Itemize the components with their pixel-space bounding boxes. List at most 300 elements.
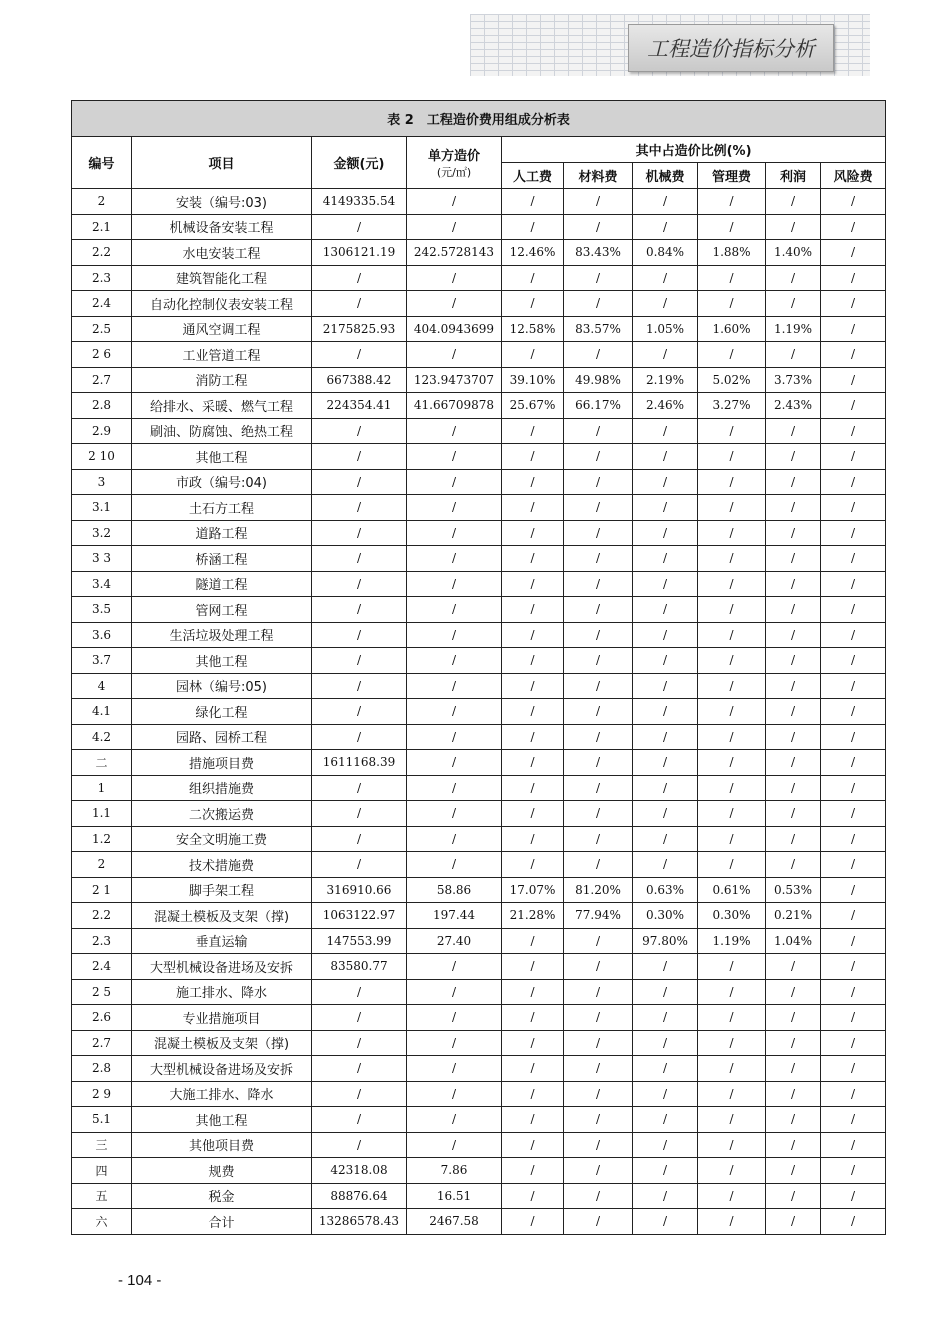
cell-material: 83.57%: [564, 316, 633, 342]
cell-unit-price: 2467.58: [407, 1209, 502, 1235]
cell-unit-price: /: [407, 1056, 502, 1082]
table-row: [72, 495, 886, 521]
header-labor: 人工费: [502, 163, 564, 189]
cell-amount: /: [312, 520, 407, 546]
cell-risk: /: [821, 1183, 886, 1209]
cell-risk: /: [821, 1030, 886, 1056]
cell-profit: /: [766, 673, 821, 699]
cell-profit: /: [766, 342, 821, 368]
cell-amount: /: [312, 724, 407, 750]
cell-risk: /: [821, 979, 886, 1005]
cell-unit-price: /: [407, 724, 502, 750]
cell-risk: /: [821, 673, 886, 699]
cell-unit-price: /: [407, 571, 502, 597]
table-row: [72, 1030, 886, 1056]
cell-profit: /: [766, 750, 821, 776]
cell-profit: /: [766, 1132, 821, 1158]
cell-machinery: /: [633, 673, 698, 699]
cell-risk: /: [821, 1081, 886, 1107]
cell-amount: 4149335.54: [312, 189, 407, 215]
cell-risk: /: [821, 393, 886, 419]
cell-amount: 2175825.93: [312, 316, 407, 342]
cell-item: 混凝土模板及支架（撑): [132, 1030, 312, 1056]
cell-amount: /: [312, 418, 407, 444]
cell-labor: /: [502, 750, 564, 776]
cell-machinery: /: [633, 214, 698, 240]
cell-management: /: [698, 1107, 766, 1133]
cell-risk: /: [821, 1132, 886, 1158]
cell-unit-price: /: [407, 699, 502, 725]
header-unit-price: [407, 137, 502, 189]
table-row: [72, 852, 886, 878]
cell-labor: /: [502, 775, 564, 801]
cell-risk: /: [821, 367, 886, 393]
cell-material: /: [564, 546, 633, 572]
table-row: [72, 367, 886, 393]
cell-code: 2.8: [72, 1056, 132, 1082]
cell-management: /: [698, 648, 766, 674]
cell-amount: /: [312, 1081, 407, 1107]
cell-management: 3.27%: [698, 393, 766, 419]
cell-amount: /: [312, 444, 407, 470]
cell-profit: /: [766, 571, 821, 597]
cell-code: 2: [72, 189, 132, 215]
table-row: [72, 775, 886, 801]
cell-machinery: /: [633, 418, 698, 444]
cell-unit-price: /: [407, 673, 502, 699]
table-row: [72, 214, 886, 240]
cell-management: /: [698, 1183, 766, 1209]
cell-code: 2.1: [72, 214, 132, 240]
cell-item: 安全文明施工费: [132, 826, 312, 852]
cell-amount: /: [312, 571, 407, 597]
cell-management: /: [698, 1209, 766, 1235]
cell-code: 3.6: [72, 622, 132, 648]
cell-labor: /: [502, 673, 564, 699]
cell-code: 2: [72, 852, 132, 878]
table-row: [72, 546, 886, 572]
cell-unit-price: 58.86: [407, 877, 502, 903]
cell-code: 4.1: [72, 699, 132, 725]
cell-management: 1.88%: [698, 240, 766, 266]
cell-management: 5.02%: [698, 367, 766, 393]
cell-labor: /: [502, 622, 564, 648]
header-unit-price-label: 单方造价: [427, 149, 480, 164]
cell-unit-price: /: [407, 750, 502, 776]
cell-material: /: [564, 699, 633, 725]
cell-management: /: [698, 214, 766, 240]
cell-labor: /: [502, 801, 564, 827]
cell-unit-price: /: [407, 546, 502, 572]
cell-labor: 25.67%: [502, 393, 564, 419]
cell-risk: /: [821, 240, 886, 266]
cell-risk: /: [821, 546, 886, 572]
cell-code: 2.6: [72, 1005, 132, 1031]
cell-labor: /: [502, 189, 564, 215]
cell-amount: 1306121.19: [312, 240, 407, 266]
cell-machinery: /: [633, 1081, 698, 1107]
cell-item: 大型机械设备进场及安拆: [132, 1056, 312, 1082]
cell-item: 市政（编号:04): [132, 469, 312, 495]
cell-profit: /: [766, 444, 821, 470]
cell-unit-price: /: [407, 342, 502, 368]
cell-labor: /: [502, 342, 564, 368]
table-row: [72, 291, 886, 317]
cell-material: /: [564, 1158, 633, 1184]
cell-labor: /: [502, 1209, 564, 1235]
cell-code: 3: [72, 469, 132, 495]
cell-unit-price: /: [407, 520, 502, 546]
cell-profit: /: [766, 1209, 821, 1235]
cell-code: 4.2: [72, 724, 132, 750]
cell-item: 施工排水、降水: [132, 979, 312, 1005]
cell-code: 2 6: [72, 342, 132, 368]
cell-material: /: [564, 1209, 633, 1235]
cell-unit-price: /: [407, 775, 502, 801]
cell-machinery: 2.19%: [633, 367, 698, 393]
cell-code: 2.2: [72, 903, 132, 929]
cell-unit-price: /: [407, 1107, 502, 1133]
header-code: 编号: [72, 137, 132, 189]
cell-code: 1.1: [72, 801, 132, 827]
cell-amount: /: [312, 673, 407, 699]
cell-amount: /: [312, 291, 407, 317]
cell-machinery: /: [633, 520, 698, 546]
cell-code: 2.7: [72, 367, 132, 393]
cell-labor: 21.28%: [502, 903, 564, 929]
cell-risk: /: [821, 495, 886, 521]
cell-risk: /: [821, 699, 886, 725]
cell-amount: /: [312, 1056, 407, 1082]
cell-material: /: [564, 750, 633, 776]
cell-amount: /: [312, 342, 407, 368]
cell-code: 2.3: [72, 265, 132, 291]
cell-code: 3.1: [72, 495, 132, 521]
table-row: [72, 316, 886, 342]
table-row: [72, 928, 886, 954]
cell-material: /: [564, 571, 633, 597]
cell-item: 给排水、采暖、燃气工程: [132, 393, 312, 419]
cell-code: 五: [72, 1183, 132, 1209]
cell-code: 2.7: [72, 1030, 132, 1056]
cell-code: 2 9: [72, 1081, 132, 1107]
cell-amount: 147553.99: [312, 928, 407, 954]
cell-material: /: [564, 1183, 633, 1209]
cell-management: /: [698, 444, 766, 470]
cell-material: /: [564, 418, 633, 444]
cell-amount: 13286578.43: [312, 1209, 407, 1235]
header-profit: 利润: [766, 163, 821, 189]
cell-item: 道路工程: [132, 520, 312, 546]
cell-labor: /: [502, 852, 564, 878]
cell-item: 专业措施项目: [132, 1005, 312, 1031]
cell-unit-price: /: [407, 954, 502, 980]
table-row: [72, 622, 886, 648]
cell-amount: /: [312, 495, 407, 521]
cell-material: /: [564, 1005, 633, 1031]
cell-material: 83.43%: [564, 240, 633, 266]
header-ratio-group: 其中占造价比例(%): [502, 137, 886, 163]
cell-profit: /: [766, 826, 821, 852]
cell-item: 合计: [132, 1209, 312, 1235]
cell-machinery: /: [633, 750, 698, 776]
cell-risk: /: [821, 469, 886, 495]
cell-item: 通风空调工程: [132, 316, 312, 342]
cell-profit: /: [766, 214, 821, 240]
cell-risk: /: [821, 342, 886, 368]
cell-labor: /: [502, 648, 564, 674]
cell-code: 3 3: [72, 546, 132, 572]
cell-profit: /: [766, 622, 821, 648]
table-row: [72, 240, 886, 266]
table-row: [72, 673, 886, 699]
cell-management: /: [698, 571, 766, 597]
cell-risk: /: [821, 826, 886, 852]
cell-item: 其他工程: [132, 648, 312, 674]
cell-profit: /: [766, 291, 821, 317]
cell-management: /: [698, 1081, 766, 1107]
cell-item: 其他项目费: [132, 1132, 312, 1158]
cell-labor: /: [502, 597, 564, 623]
table-row: [72, 1005, 886, 1031]
cell-item: 税金: [132, 1183, 312, 1209]
cell-machinery: /: [633, 265, 698, 291]
cell-code: 三: [72, 1132, 132, 1158]
cell-item: 水电安装工程: [132, 240, 312, 266]
cell-material: 66.17%: [564, 393, 633, 419]
cell-unit-price: /: [407, 265, 502, 291]
cell-unit-price: /: [407, 418, 502, 444]
cell-unit-price: /: [407, 1005, 502, 1031]
cell-unit-price: /: [407, 1081, 502, 1107]
table-row: [72, 724, 886, 750]
table-row: [72, 1056, 886, 1082]
cell-machinery: /: [633, 469, 698, 495]
cell-risk: /: [821, 877, 886, 903]
cell-material: /: [564, 673, 633, 699]
cell-amount: 1611168.39: [312, 750, 407, 776]
cell-item: 生活垃圾处理工程: [132, 622, 312, 648]
cell-material: /: [564, 1132, 633, 1158]
cell-risk: /: [821, 928, 886, 954]
cell-labor: /: [502, 1005, 564, 1031]
cell-management: /: [698, 724, 766, 750]
cell-profit: 3.73%: [766, 367, 821, 393]
cell-profit: /: [766, 520, 821, 546]
cell-material: /: [564, 520, 633, 546]
cell-labor: /: [502, 520, 564, 546]
cell-machinery: 2.46%: [633, 393, 698, 419]
cell-item: 园路、园桥工程: [132, 724, 312, 750]
cell-risk: /: [821, 189, 886, 215]
cell-profit: /: [766, 1183, 821, 1209]
cell-management: 1.19%: [698, 928, 766, 954]
cell-code: 3.5: [72, 597, 132, 623]
cell-risk: /: [821, 1158, 886, 1184]
cell-risk: /: [821, 750, 886, 776]
cell-risk: /: [821, 775, 886, 801]
cell-profit: /: [766, 724, 821, 750]
cell-profit: 0.53%: [766, 877, 821, 903]
cell-profit: /: [766, 1107, 821, 1133]
cell-code: 3.2: [72, 520, 132, 546]
cell-material: /: [564, 1056, 633, 1082]
table-body: [72, 189, 886, 1235]
cell-unit-price: /: [407, 1132, 502, 1158]
cell-management: /: [698, 469, 766, 495]
cell-labor: /: [502, 571, 564, 597]
cell-profit: /: [766, 597, 821, 623]
cell-unit-price: /: [407, 189, 502, 215]
cell-labor: 12.46%: [502, 240, 564, 266]
cell-profit: /: [766, 1005, 821, 1031]
cell-risk: /: [821, 622, 886, 648]
cell-item: 安装（编号:03): [132, 189, 312, 215]
cell-unit-price: 197.44: [407, 903, 502, 929]
cell-management: /: [698, 1158, 766, 1184]
table-row: [72, 954, 886, 980]
cell-machinery: /: [633, 597, 698, 623]
cell-unit-price: /: [407, 648, 502, 674]
cell-profit: /: [766, 495, 821, 521]
cell-amount: 316910.66: [312, 877, 407, 903]
cell-code: 2.5: [72, 316, 132, 342]
cell-amount: 83580.77: [312, 954, 407, 980]
cell-machinery: 0.84%: [633, 240, 698, 266]
cell-labor: /: [502, 546, 564, 572]
table-row: [72, 1081, 886, 1107]
header-item: 项目: [132, 137, 312, 189]
cell-material: /: [564, 622, 633, 648]
cell-amount: /: [312, 469, 407, 495]
cell-item: 垂直运输: [132, 928, 312, 954]
cell-profit: /: [766, 1081, 821, 1107]
cell-machinery: /: [633, 852, 698, 878]
cell-profit: /: [766, 1030, 821, 1056]
cell-material: /: [564, 291, 633, 317]
cell-item: 刷油、防腐蚀、绝热工程: [132, 418, 312, 444]
cost-composition-table: [71, 100, 886, 1235]
cell-item: 建筑智能化工程: [132, 265, 312, 291]
cell-profit: 1.04%: [766, 928, 821, 954]
cell-amount: 1063122.97: [312, 903, 407, 929]
cell-management: /: [698, 342, 766, 368]
cell-item: 绿化工程: [132, 699, 312, 725]
cell-code: 2 10: [72, 444, 132, 470]
cell-machinery: /: [633, 342, 698, 368]
cell-item: 隧道工程: [132, 571, 312, 597]
cell-risk: /: [821, 265, 886, 291]
cell-risk: /: [821, 316, 886, 342]
table-row: [72, 750, 886, 776]
cell-labor: /: [502, 444, 564, 470]
header-unit-price-unit: (元/㎡): [436, 166, 472, 179]
cell-profit: /: [766, 418, 821, 444]
cell-labor: /: [502, 1056, 564, 1082]
cell-machinery: /: [633, 189, 698, 215]
cell-risk: /: [821, 444, 886, 470]
cell-machinery: 0.30%: [633, 903, 698, 929]
cell-machinery: /: [633, 1030, 698, 1056]
table-row: [72, 469, 886, 495]
cell-item: 机械设备安装工程: [132, 214, 312, 240]
cell-management: /: [698, 1132, 766, 1158]
cell-code: 5.1: [72, 1107, 132, 1133]
cell-material: 77.94%: [564, 903, 633, 929]
cell-item: 其他工程: [132, 1107, 312, 1133]
cell-amount: /: [312, 265, 407, 291]
cell-machinery: /: [633, 826, 698, 852]
cell-labor: /: [502, 265, 564, 291]
cell-profit: /: [766, 648, 821, 674]
cell-unit-price: /: [407, 826, 502, 852]
cell-amount: /: [312, 597, 407, 623]
cell-labor: /: [502, 979, 564, 1005]
cell-item: 园林（编号:05): [132, 673, 312, 699]
cell-unit-price: 27.40: [407, 928, 502, 954]
cell-profit: /: [766, 265, 821, 291]
cell-machinery: 0.63%: [633, 877, 698, 903]
cell-material: /: [564, 189, 633, 215]
cell-labor: /: [502, 1183, 564, 1209]
cell-risk: /: [821, 1056, 886, 1082]
cell-labor: /: [502, 928, 564, 954]
cell-code: 3.4: [72, 571, 132, 597]
cell-labor: /: [502, 1132, 564, 1158]
cell-labor: /: [502, 469, 564, 495]
cell-management: /: [698, 979, 766, 1005]
cell-machinery: /: [633, 291, 698, 317]
table-row: [72, 1107, 886, 1133]
table-row: [72, 903, 886, 929]
cell-item: 组织措施费: [132, 775, 312, 801]
cell-item: 工业管道工程: [132, 342, 312, 368]
cell-machinery: /: [633, 444, 698, 470]
cell-machinery: /: [633, 1183, 698, 1209]
cell-material: /: [564, 979, 633, 1005]
table-caption: 表 2 工程造价费用组成分析表: [72, 101, 886, 137]
cell-amount: /: [312, 801, 407, 827]
cell-management: /: [698, 265, 766, 291]
cell-profit: /: [766, 954, 821, 980]
cell-item: 二次搬运费: [132, 801, 312, 827]
header-machinery: 机械费: [633, 163, 698, 189]
cell-management: /: [698, 520, 766, 546]
cell-item: 管网工程: [132, 597, 312, 623]
table-row: [72, 342, 886, 368]
cell-profit: 0.21%: [766, 903, 821, 929]
cell-management: /: [698, 852, 766, 878]
cell-risk: /: [821, 1209, 886, 1235]
cell-amount: 667388.42: [312, 367, 407, 393]
cell-profit: 1.19%: [766, 316, 821, 342]
cell-profit: /: [766, 469, 821, 495]
cell-labor: /: [502, 1030, 564, 1056]
cell-item: 自动化控制仪表安装工程: [132, 291, 312, 317]
cell-labor: /: [502, 1107, 564, 1133]
cell-code: 2.2: [72, 240, 132, 266]
cell-amount: /: [312, 826, 407, 852]
cell-labor: /: [502, 214, 564, 240]
cell-unit-price: /: [407, 495, 502, 521]
cell-machinery: /: [633, 648, 698, 674]
cell-code: 六: [72, 1209, 132, 1235]
cell-item: 桥涵工程: [132, 546, 312, 572]
cell-material: /: [564, 469, 633, 495]
cell-amount: /: [312, 648, 407, 674]
cell-material: /: [564, 928, 633, 954]
header-risk: 风险费: [821, 163, 886, 189]
